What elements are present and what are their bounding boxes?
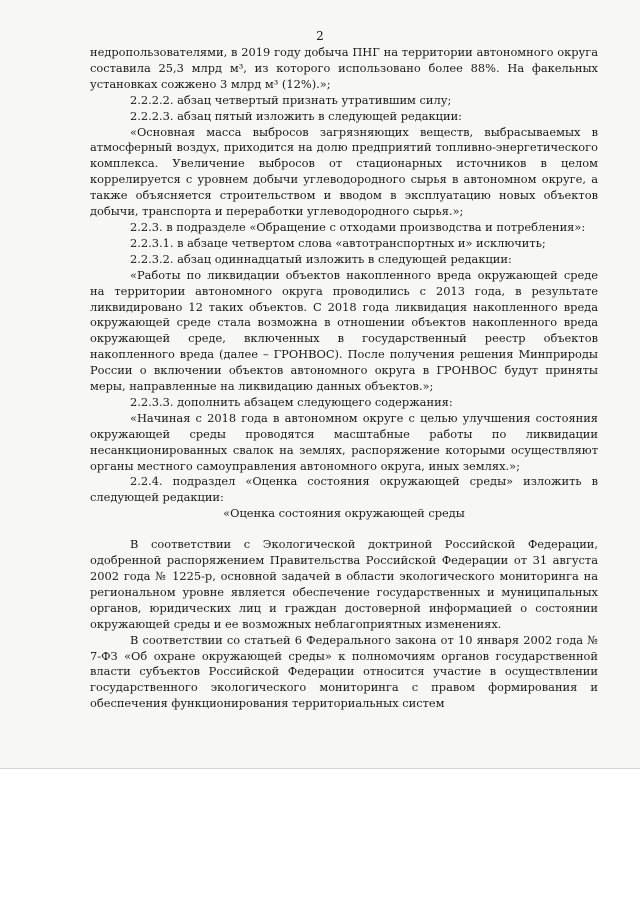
paragraph-2-2-2-3: 2.2.2.3. абзац пятый изложить в следующей редакции: [130,108,463,123]
paragraph-2-2-3-3: 2.2.3.3. дополнить абзацем следующего содержания: [130,394,453,409]
section-heading: «Оценка состояния окружающей среды [223,506,465,521]
paragraph-emissions-quote: «Основная масса выбросов загрязняющих веществ, выбрасываемых в атмосферный воздух, приходится на долю предприятий топливно-энергетического комплекса. Увеличение выбросов от стационарных источников в целом коррелируется с уровнем добычи углеводородного сырья в автономном округе, а также объясняется строительством и вводом в эксплуатацию новых объектов добычи, транспорта и переработки углеводородного сырья.»; [90,124,598,219]
paragraph-2-2-3-2: 2.2.3.2. абзац одиннадцатый изложить в следующей редакции: [130,251,512,266]
paragraph-2-2-2-2: 2.2.2.2. абзац четвертый признать утратившим силу; [130,92,452,107]
paragraph-federal-law: В соответствии со статьей 6 Федерального закона от 10 января 2002 года № 7-ФЗ «Об охране окружающей среды» к полномочиям органов государственной власти субъектов Российской Федерации относится участие в осуществлении государственного экологического мониторинга с правом формирования и обеспечения функционирования территориальных систем [90,632,598,711]
paragraph-ecological-doctrine: В соответствии с Экологической доктриной Российской Федерации, одобренной распоряжением Правительства Российской Федерации от 31 августа 2002 года № 1225-р, основной задачей в области экологического мониторинга на региональном уровне является обеспечение государственных и муниципальных органов, юридических лиц и граждан достоверной информацией о состоянии окружающей среды и ее возможных неблагоприятных изменениях. [90,537,598,631]
blank-area [0,769,640,905]
paragraph-2-2-4: 2.2.4. подраздел «Оценка состояния окружающей среды» изложить в следующей редакции: [90,474,598,505]
paragraph-accumulated-harm-quote: «Работы по ликвидации объектов накопленного вреда окружающей среде на территории автономного округа проводились с 2013 года, в результате ликвидировано 12 таких объектов. С 2018 года ликвидация накопленного вреда окружающей среде стала возможна в отношении объектов накопленного вреда окружающей среде, включенных в государственный реестр объектов накопленного вреда (далее – ГРОНВОС). После получения решения Минприроды России о включении объектов автономного округа в ГРОНВОС будут приняты меры, направленные на ликвидацию данных объектов.»; [90,267,598,394]
paragraph-landfills-quote: «Начиная с 2018 года в автономном округе с целью улучшения состояния окружающей среды проводятся масштабные работы по ликвидации несанкционированных свалок на землях, распоряжение которыми осуществляют органы местного самоуправления автономного округа, иных землях.»; [90,410,598,473]
paragraph-png-stats: недропользователями, в 2019 году добыча ПНГ на территории автономного округа составила 25,3 млрд м³, из которого использовано более 88%. На факельных установках сожжено 3 млрд м³ (12%).»; [90,45,598,91]
page-number: 2 [316,29,324,43]
paragraph-2-2-3: 2.2.3. в подразделе «Обращение с отходами производства и потребления»: [130,219,586,234]
document-body [90,45,598,712]
paragraph-2-2-3-1: 2.2.3.1. в абзаце четвертом слова «автотранспортных и» исключить; [130,235,546,250]
